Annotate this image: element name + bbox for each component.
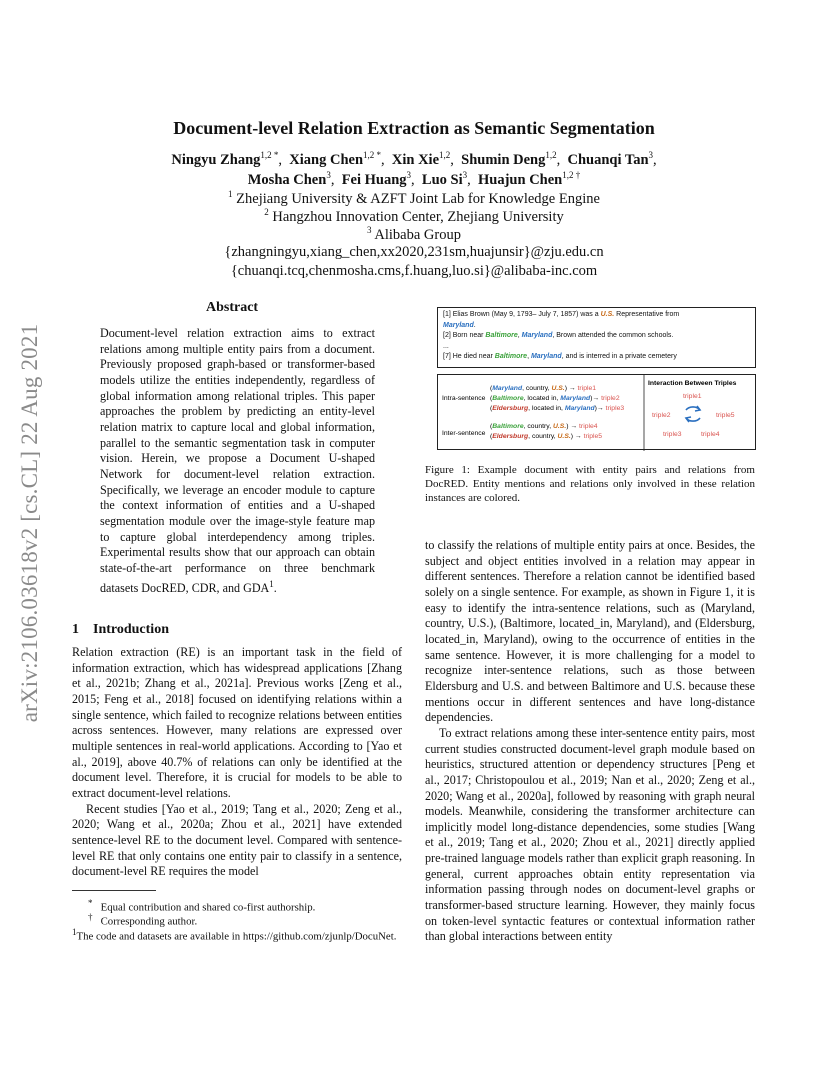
intro-heading: 1 Introduction: [72, 622, 169, 637]
intra-label: Intra-sentence: [442, 395, 486, 402]
doc-line-2: [2] Born near Baltimore, Maryland, Brown attended the common schools.: [443, 332, 674, 339]
doc-line-1: [1] Elias Brown (May 9, 1793– July 7, 1857) was a U.S. Representative from: [443, 311, 680, 318]
affiliation-1: $^1$ Zhejiang University & AZFT Joint Lab for Knowledge Engine: [228, 189, 600, 207]
intra-triple-2: (Baltimore, located in, Maryland)→ triple2: [490, 395, 620, 402]
interaction-title: Interaction Between Triples: [648, 380, 737, 387]
node-triple3: triple3: [663, 431, 682, 438]
abstract-heading: Abstract: [206, 300, 259, 315]
paper-title: Document-level Relation Extraction as Semantic Segmentation: [173, 118, 655, 138]
footnote-3: $^1$The code and datasets are available in https://github.com/zjunlp/DocuNet.: [72, 927, 397, 943]
right-column-body: [425, 538, 755, 945]
footnote-rule: [72, 890, 156, 891]
author-line-2: Mosha Chen$^3$, Fei Huang$^3$, Luo Si$^3$, Huajun Chen$^{1,2 \dagger}$: [247, 170, 581, 188]
intro-paragraph-1: Relation extraction (RE) is an important task in the field of information extraction, which has widespread applications [Zhang et al., 2021b; Zhang et al., 2021a]. Previous works [Zeng et al., 2015; Feng et al., 2018] focused on identifying relations within a single sentence, which failed to recognize relations between entities across sentences. However, many relations are expressed over multiple sentences in real-world applications. According to [Yao et al., 2019], above 40.7% of relations can only be identified at the document level. Therefore, it is crucial for models to be able to extract document-level relations.: [72, 645, 402, 800]
intra-triple-3: (Eldersburg, located in, Maryland)→ triple3: [490, 405, 625, 412]
abstract-text: Document-level relation extraction aims to extract relations among multiple entity pairs from a document. Previously proposed graph-based or transformer-based models utilize the entities independently, regardless of global information among relational triples. This paper approaches the problem by predicting an entity-level relation matrix to capture local and global information, parallel to the semantic segmentation task in computer vision. Herein, we propose a Document U-shaped Network for document-level relation extraction. Specifically, we leverage an encoder module to capture the context information of entities and a U-shaped segmentation module over the image-style feature map to capture global interdependency among triples. Experimental results show that our approach can obtain state-of-the-art performance on three benchmark datasets DocRED, CDR, and GDA$^1$.: [100, 326, 375, 595]
author-line-1: Ningyu Zhang$^{1,2 *}$, Xiang Chen$^{1,2 *}$, Xin Xie$^{1,2}$, Shumin Deng$^{1,2}$, Chuanqi Tan$^3$,: [171, 150, 657, 168]
right-paragraph-1: to classify the relations of multiple entity pairs at once. Besides, the subject and object entities involved in a relation may appear in different sentences. Therefore a relation cannot be identified based solely on a single sentence. For example, as shown in Figure 1, it is easy to identify the intra-sentence relations, such as (Maryland, country, U.S.), (Baltimore, located_in, Maryland), and (Eldersburg, located_in, Maryland), owing to the occurrence of entities in the same sentence. However, it is more challenging for a model to recognize inter-sentence relations, such as those between Eldersburg and U.S. and between Baltimore and U.S. because these mentions occur in different sentences and have long-distance dependencies.: [425, 538, 755, 725]
footnote-2: † Corresponding author.: [88, 912, 198, 928]
intro-body: [72, 645, 402, 880]
email-line-1: {zhangningyu,xiang_chen,xx2020,231sm,huajunsir}@zju.edu.cn: [224, 244, 604, 260]
figure-1: [437, 307, 767, 443]
inter-triple-1: (Baltimore, country, U.S.) → triple4: [490, 423, 598, 430]
node-triple4: triple4: [701, 431, 720, 438]
doc-line-1b: Maryland.: [443, 321, 476, 329]
right-paragraph-2: To extract relations among these inter-sentence entity pairs, most current studies constructed document-level graph module based on heuristics, structured attention or dependency structures [Peng et al., 2017; Christopoulou et al., 2019; Nan et al., 2020; Zeng et al., 2020; Wang et al., 2020a], followed by reasoning with graph neural models. Meanwhile, considering the transformer architecture can implicitly model long-distance dependencies, some studies [Wang et al., 2019; Tang et al., 2020; Zhou et al., 2021] directly applied pre-trained language models rather than explicit graph reasoning. In general, current approaches obtain entity representation via information passing through nodes on document-level graphs or transformer-based structure learning. However, they mainly focus on token-level syntactic features or contextual information rather than global interactions between entity: [425, 725, 755, 944]
inter-label: Inter-sentence: [442, 430, 486, 437]
node-triple2: triple2: [652, 412, 671, 419]
interaction-cycle-icon: [686, 406, 700, 422]
doc-line-3: ...: [443, 342, 449, 350]
intro-paragraph-2: Recent studies [Yao et al., 2019; Tang et al., 2020; Zeng et al., 2020; Wang et al., 2020a; Zhou et al., 2021] have extended sentence-level RE to the document level. Compared with sentence-level RE that only contains one entity pair to classify in a sentence, document-level RE requires the model: [72, 801, 402, 879]
node-triple1: triple1: [683, 393, 702, 400]
arxiv-stamp: arXiv:2106.03618v2 [cs.CL] 22 Aug 2021: [17, 323, 42, 722]
affiliation-3: $^3$ Alibaba Group: [367, 225, 461, 243]
intra-triple-1: (Maryland, country, U.S.) → triple1: [490, 385, 597, 392]
doc-line-4: [7] He died near Baltimore, Maryland, and is interred in a private cemetery: [443, 353, 677, 360]
figure-caption: Figure 1: Example document with entity pairs and relations from DocRED. Entity mentions and relations only involved in these relation instances are colored.: [425, 464, 755, 504]
relations-svg: [438, 375, 757, 451]
inter-triple-2: (Eldersburg, country, U.S.) → triple5: [490, 433, 603, 440]
affiliation-2: $^2$ Hangzhou Innovation Center, Zhejiang University: [264, 207, 564, 225]
email-line-2: {chuanqi.tcq,chenmosha.cms,f.huang,luo.si}@alibaba-inc.com: [230, 263, 598, 279]
figure-relations-box: [437, 374, 756, 450]
footnote-1: * Equal contribution and shared co-first authorship.: [88, 898, 316, 914]
figure-document-box: [437, 307, 756, 368]
node-triple5: triple5: [716, 412, 735, 419]
